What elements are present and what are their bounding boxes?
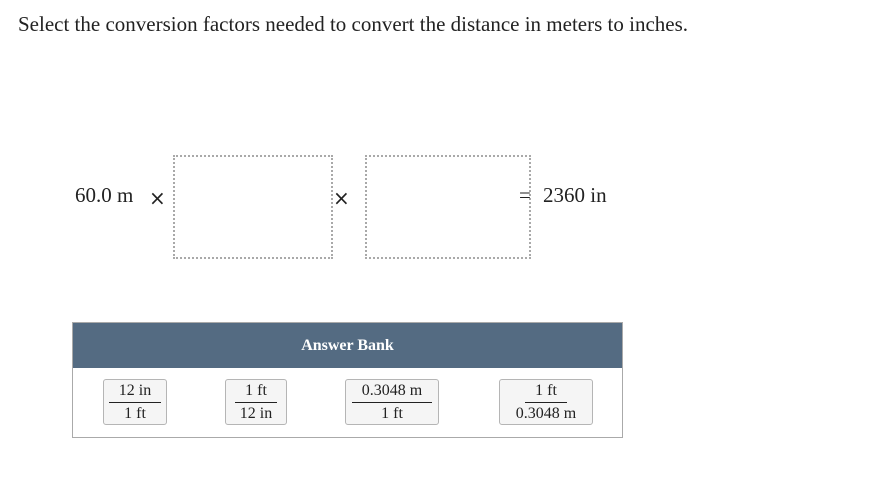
tile-12in-per-1ft[interactable]	[103, 379, 167, 425]
multiply-sign-2: ×	[333, 186, 350, 210]
equals-sign: =	[519, 183, 531, 207]
tile-numerator: 12 in	[109, 382, 161, 403]
drop-zone-1[interactable]	[173, 155, 333, 259]
tile-1ft-per-12in[interactable]	[225, 379, 287, 425]
answer-bank-title: Answer Bank	[73, 323, 622, 368]
tile-denominator: 12 in	[239, 404, 273, 422]
tile-0-3048m-per-1ft[interactable]	[345, 379, 439, 425]
tile-1ft-per-0-3048m[interactable]	[499, 379, 593, 425]
tile-denominator: 1 ft	[381, 404, 403, 422]
question-text: Select the conversion factors needed to convert the distance in meters to inches.	[18, 12, 689, 36]
tile-numerator: 1 ft	[235, 382, 277, 403]
given-quantity: 60.0 m	[75, 183, 134, 207]
tile-numerator: 1 ft	[525, 382, 567, 403]
tile-denominator: 1 ft	[124, 404, 146, 422]
multiply-sign-1: ×	[149, 186, 166, 210]
result-quantity: 2360 in	[543, 183, 607, 207]
drop-zone-2[interactable]	[365, 155, 531, 259]
answer-bank	[72, 322, 623, 438]
tile-denominator: 0.3048 m	[515, 404, 577, 422]
tile-numerator: 0.3048 m	[352, 382, 432, 403]
